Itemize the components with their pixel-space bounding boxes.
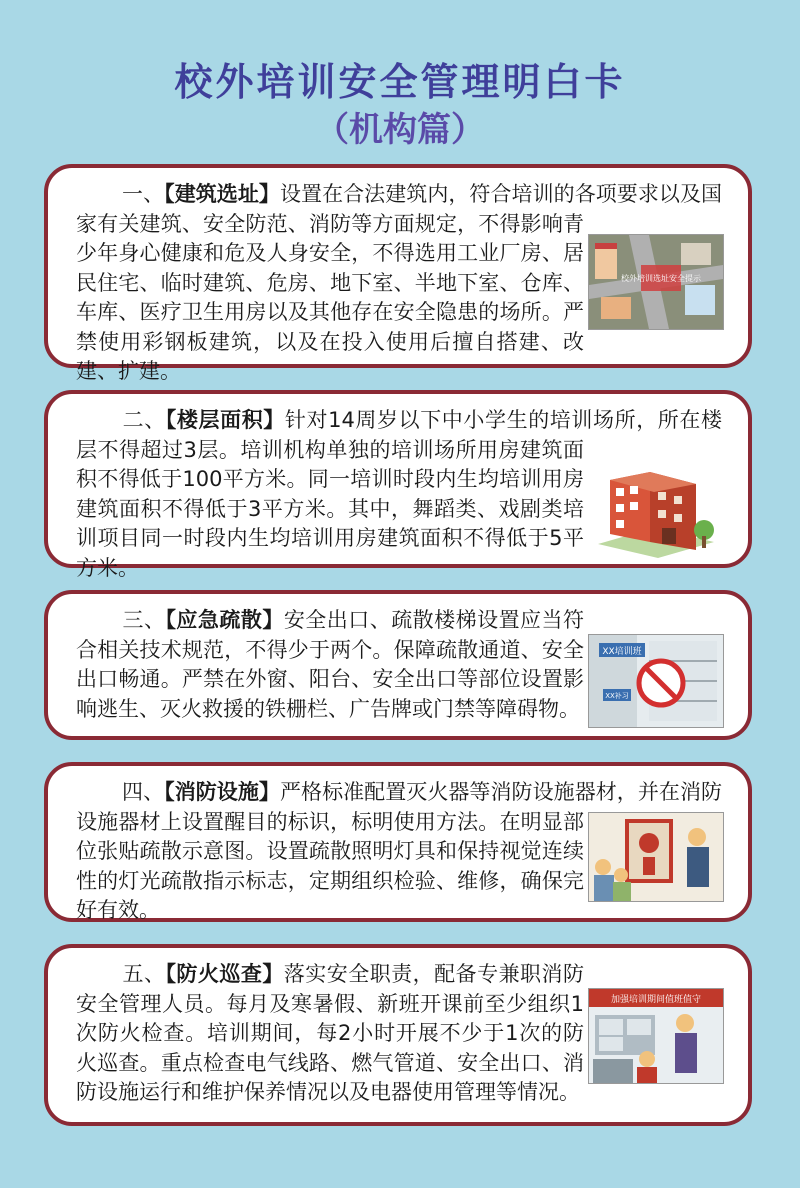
card-tag: 【消防设施】 <box>164 780 280 804</box>
card-fire-inspection-text <box>76 960 722 1108</box>
card-fire-inspection <box>44 944 752 1126</box>
card-body: 安全出口、疏散楼梯设置应当符合相关技术规范，不得少于两个。保障疏散通道、安全出口畅通。严禁在外窗、阳台、安全出口等部位设置影响逃生、灭火救援的铁栅栏、广告牌或门禁等障碍物。 <box>76 608 585 721</box>
card-tag: 【防火巡查】 <box>165 962 284 986</box>
card-emergency-evacuation <box>44 590 752 740</box>
card-building-site <box>44 164 752 383</box>
card-body: 设置在合法建筑内，符合培训的各项要求以及国家有关建筑、安全防范、消防等方面规定，不得影响青少年身心健康和危及人身安全，不得选用工业厂房、居民住宅、临时建筑、危房、地下室、半地下室、仓库、车库、医疗卫生用房以及其他存在安全隐患的场所。严禁使用彩钢板建筑，以及在投入使用后擅自搭建、改建、扩建。 <box>76 182 723 383</box>
card-tag: 【应急疏散】 <box>165 608 284 632</box>
building-site-illustration-label: 校外培训选址安全提示 <box>621 274 701 283</box>
card-tag: 【建筑选址】 <box>164 182 280 206</box>
card-number: 一、 <box>122 182 165 206</box>
evacuation-sign-label: XX培训班 <box>602 647 642 657</box>
card-tag: 【楼层面积】 <box>165 408 285 432</box>
card-floor-area-text <box>76 406 722 583</box>
card-body: 落实安全职责，配备专兼职消防安全管理人员。每月及寒暑假、新班开课前至少组织1次防火检查。培训期间，每2小时开展不少于1次的防火巡查。重点检查电气线路、燃气管道、安全出口、消防设施运行和维护保养情况以及电器使用管理等情况。 <box>76 962 585 1104</box>
card-fire-facilities <box>44 762 752 922</box>
card-number: 三、 <box>122 608 166 632</box>
page-header <box>0 58 800 152</box>
card-number: 五、 <box>122 962 166 986</box>
card-number: 二、 <box>122 408 166 432</box>
card-emergency-evacuation-text <box>76 606 722 732</box>
page-subtitle: （机构篇） <box>315 110 485 150</box>
card-floor-area <box>44 390 752 580</box>
card-number: 四、 <box>122 780 165 804</box>
card-building-site-text <box>76 180 722 387</box>
evacuation-sign-label-2: XX补习 <box>605 692 629 700</box>
inspection-banner-label: 加强培训期间值班值守 <box>610 995 702 1005</box>
card-body: 针对14周岁以下中小学生的培训场所，所在楼层不得超过3层。培训机构单独的培训场所用房建筑面积不得低于100平方米。同一培训时段内生均培训用房建筑面积不得低于3平方米。其中，舞蹈类、戏剧类培训项目同一时段内生均培训用房建筑面积不得低于5平方米。 <box>76 408 722 580</box>
card-fire-facilities-text <box>76 778 722 926</box>
page-title: 校外培训安全管理明白卡 <box>174 60 626 104</box>
card-body: 严格标准配置灭火器等消防设施器材，并在消防设施器材上设置醒目的标识，标明使用方法。在明显部位张贴疏散示意图。设置疏散照明灯具和保持视觉连续性的灯光疏散指示标志，定期组织检验、维修，确保完好有效。 <box>76 780 723 922</box>
